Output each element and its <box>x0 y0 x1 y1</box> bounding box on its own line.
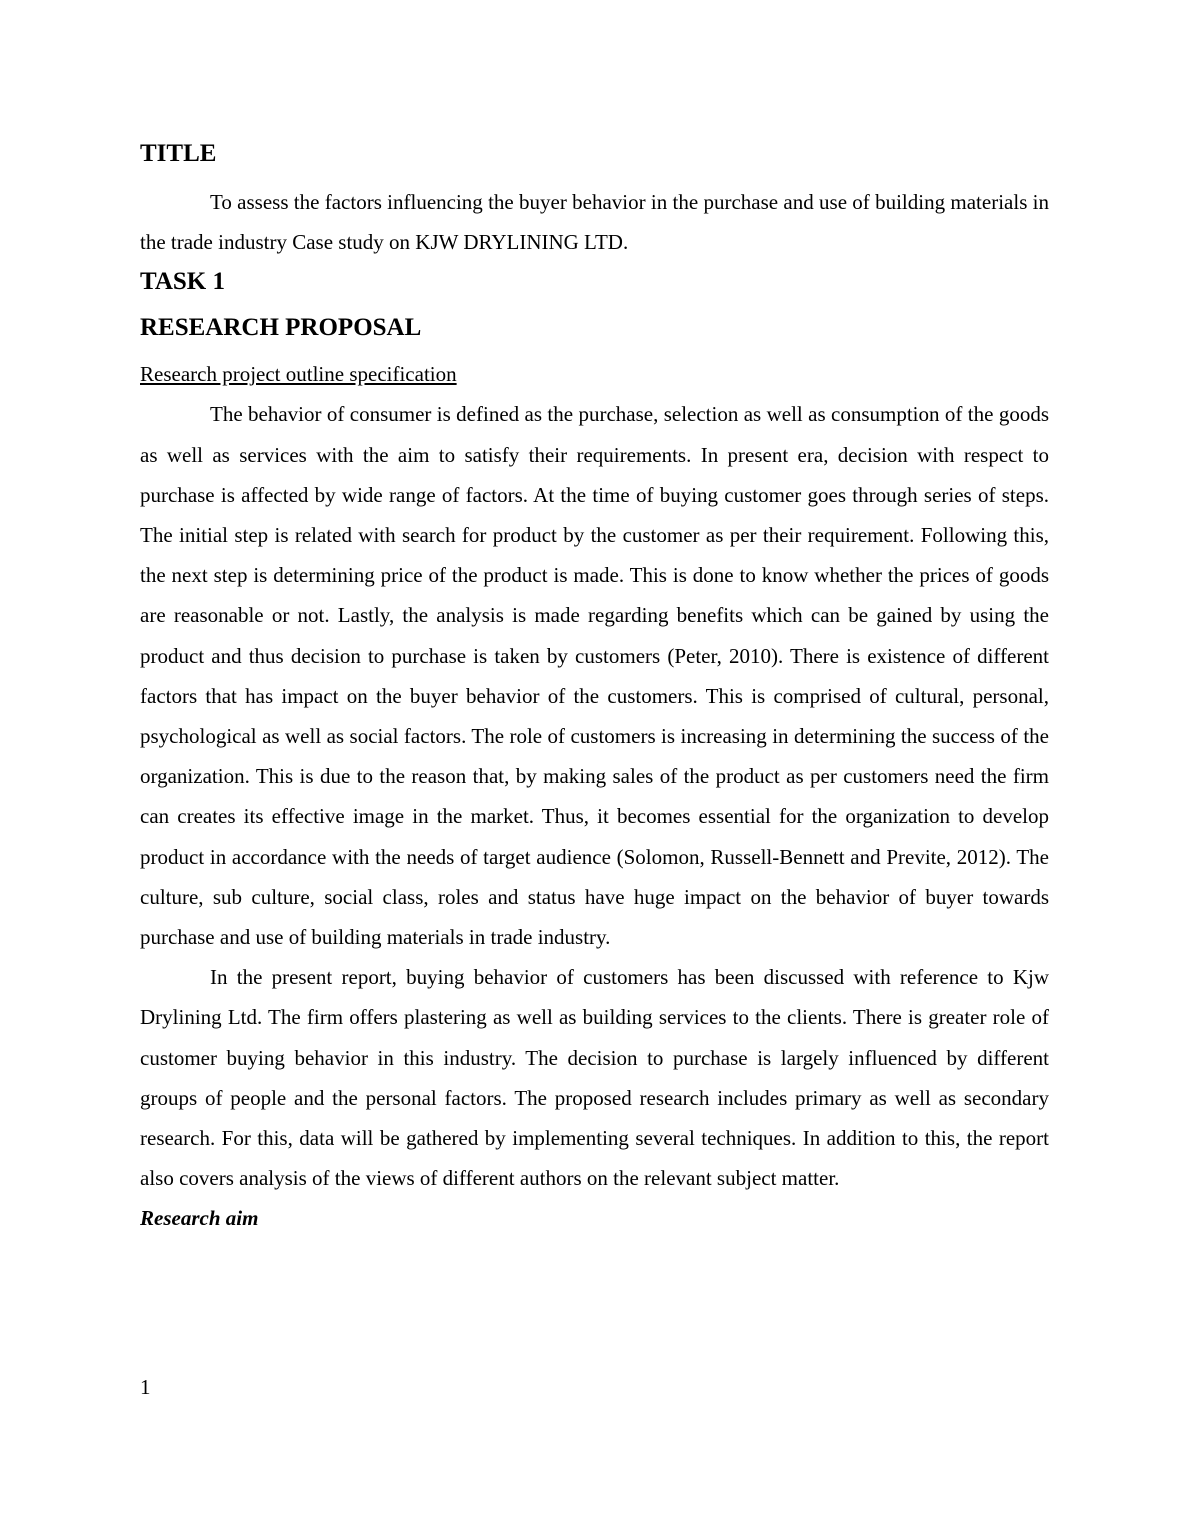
task-heading: TASK 1 <box>140 268 225 296</box>
title-text: To assess the factors influencing the buyer behavior in the purchase and use of building materials in the trade industry Case study on KJW DRYLINING LTD. <box>140 190 1049 255</box>
paragraph-2: In the present report, buying behavior of customers has been discussed with reference to Kjw Drylining Ltd. The firm offers plastering as well as building services to the clients. There is greater role of customer buying behavior in this industry. The decision to purchase is largely influenced by different groups of people and the personal factors. The proposed research includes primary as well as secondary research. For this, data will be gathered by implementing several techniques. In addition to this, the report also covers analysis of the views of different authors on the relevant subject matter. <box>140 965 1049 1191</box>
title-heading: TITLE <box>140 140 217 167</box>
proposal-heading: RESEARCH PROPOSAL <box>140 314 422 342</box>
paragraph-1: The behavior of consumer is defined as the purchase, selection as well as consumption of the goods as well as services with the aim to satisfy their requirements. In present era, decision with respect to purchase is affected by wide range of factors. At the time of buying customer goes through series of steps. The initial step is related with search for product by the customer as per their requirement. Following this, the next step is determining price of the product is made. This is done to know whether the prices of goods are reasonable or not. Lastly, the analysis is made regarding benefits which can be gained by using the product and thus decision to purchase is taken by customers (Peter, 2010). There is existence of different factors that has impact on the buyer behavior of the customers. This is comprised of cultural, personal, psychological as well as social factors. The role of customers is increasing in determining the success of the organization. This is due to the reason that, by making sales of the product as per customers need the firm can creates its effective image in the market. Thus, it becomes essential for the organization to develop product in accordance with the needs of target audience (Solomon, Russell-Bennett and Previte, 2012). The culture, sub culture, social class, roles and status have huge impact on the behavior of buyer towards purchase and use of building materials in trade industry. <box>140 402 1049 950</box>
outline-subheading: Research project outline specification <box>140 362 457 387</box>
research-aim-heading: Research aim <box>140 1206 259 1231</box>
document-page <box>140 138 1049 1238</box>
page-number: 1 <box>140 1375 151 1399</box>
